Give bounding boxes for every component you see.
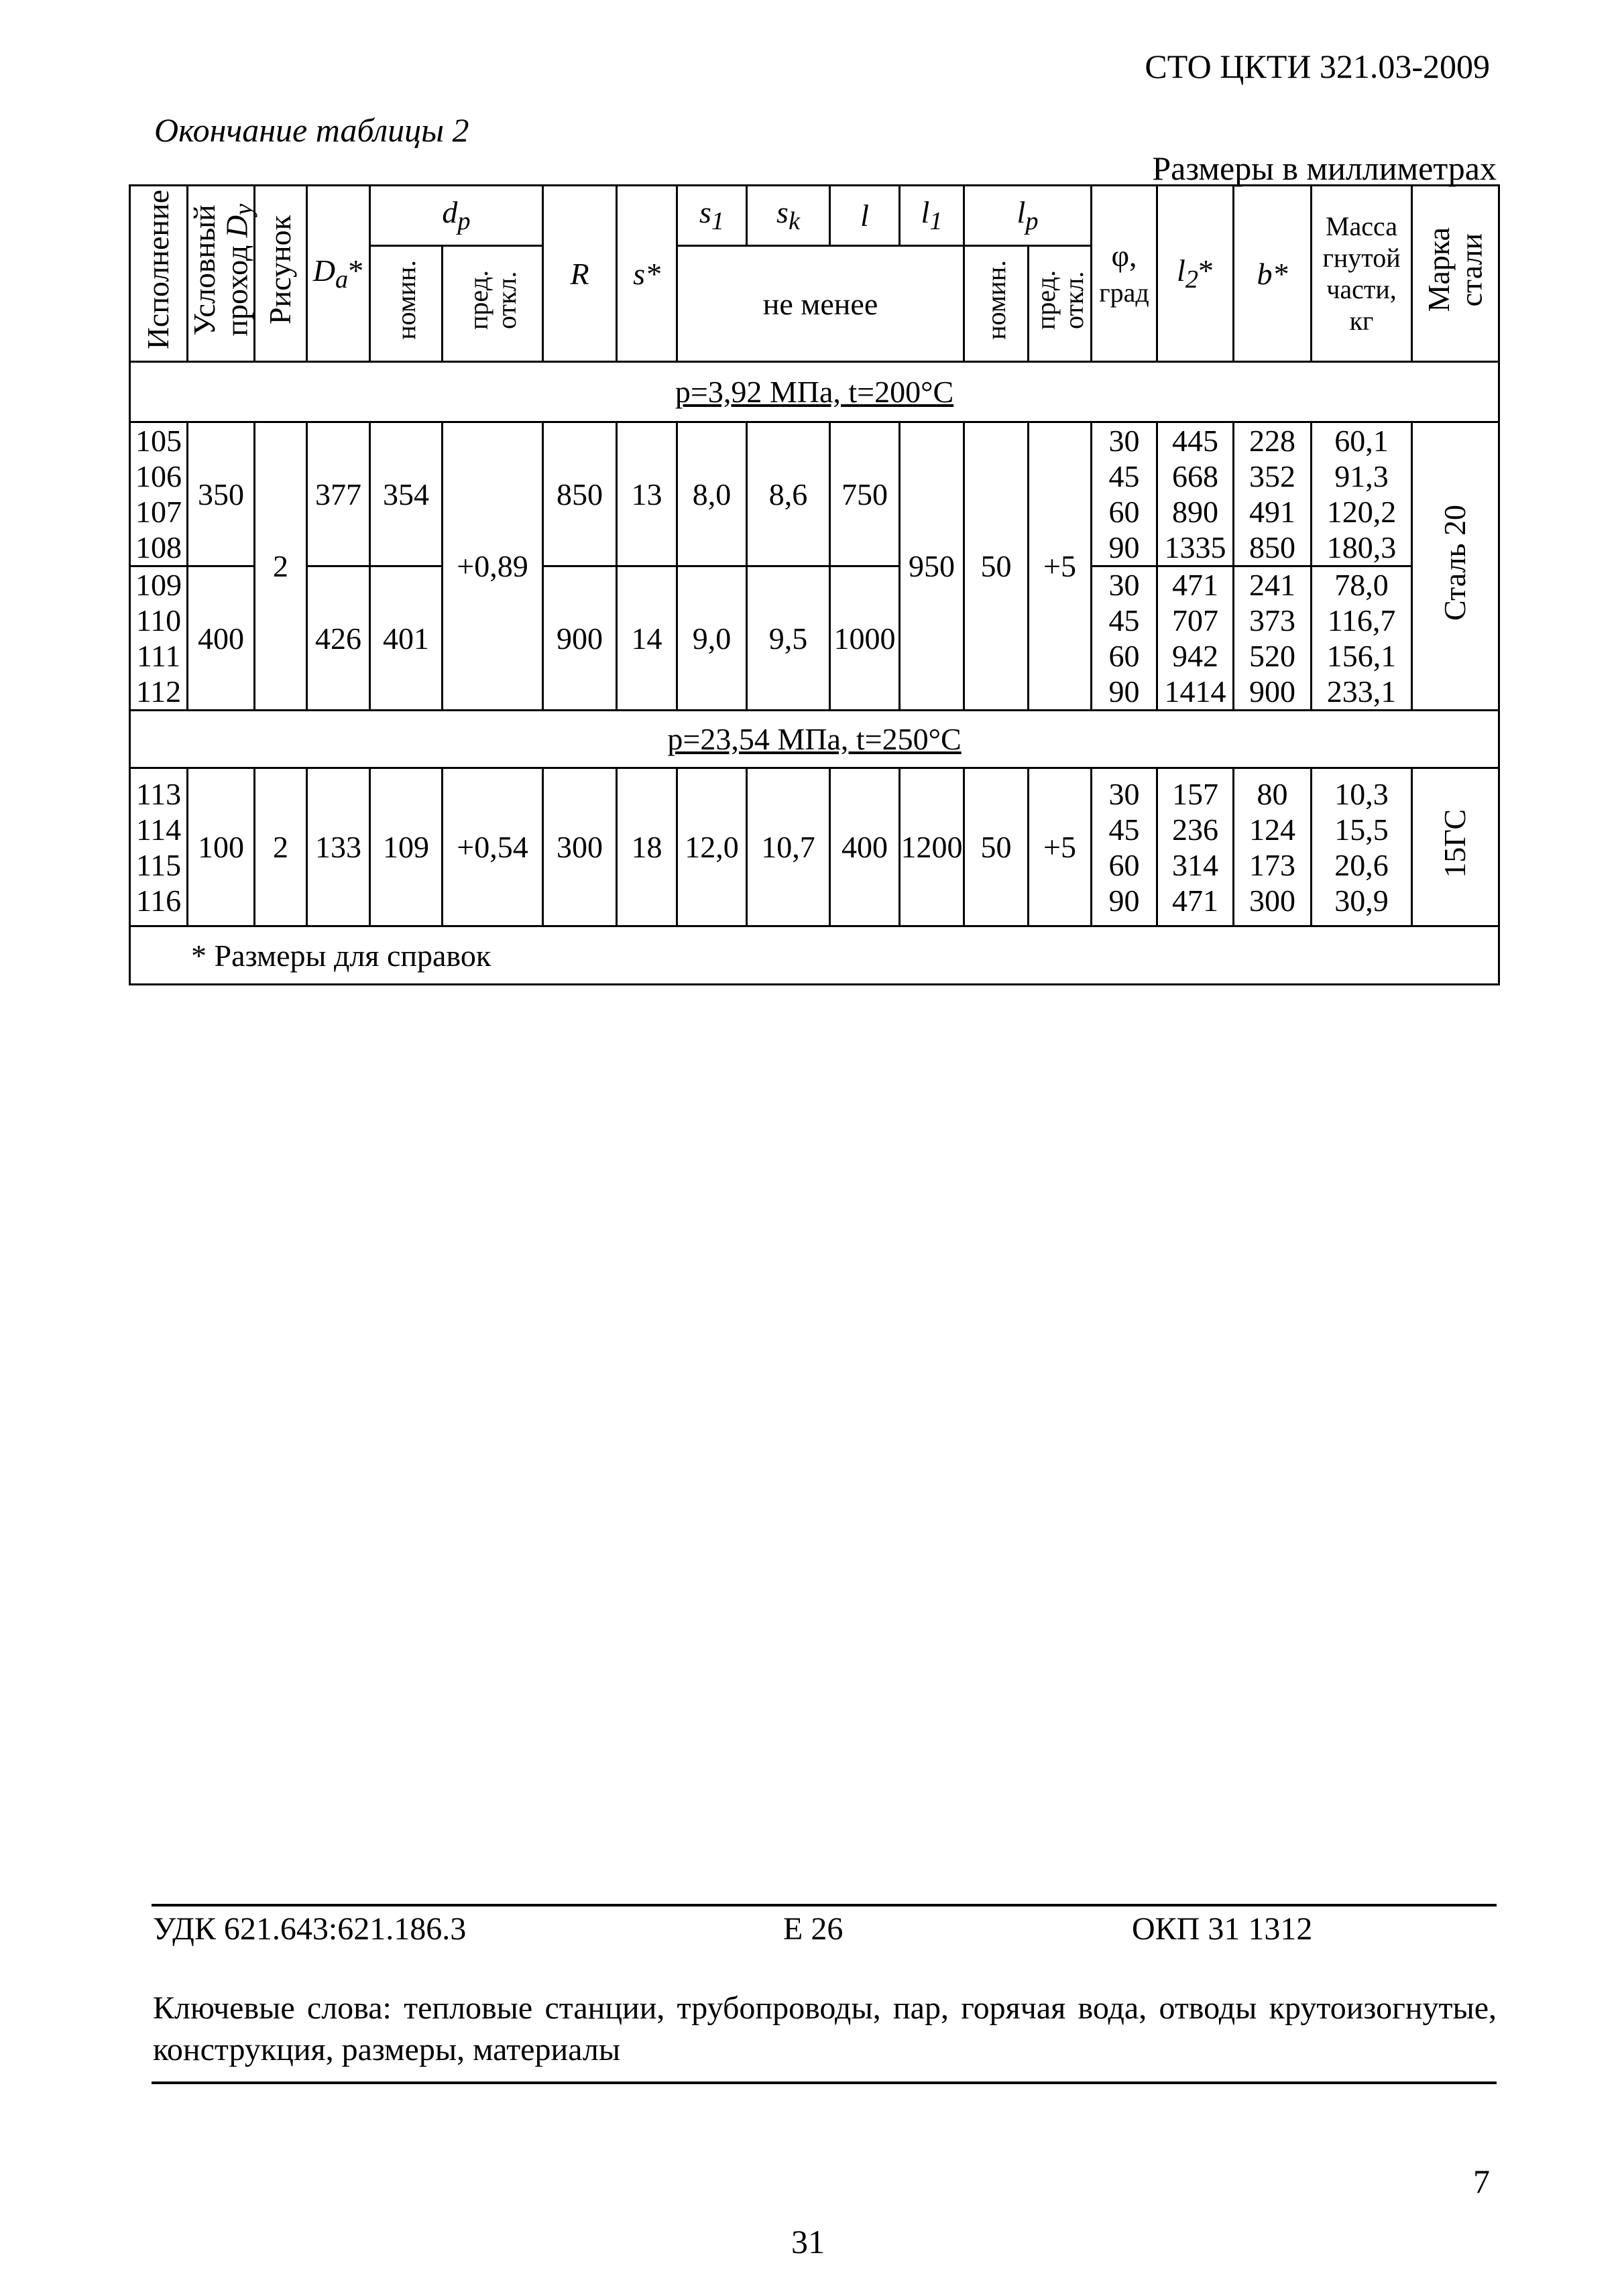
dy-cell: 350 [188,422,255,566]
r-cell: 300 [543,768,617,926]
phi-cell: 30 45 60 90 [1092,768,1157,926]
mass-cell: 60,1 91,3 120,2 180,3 [1312,422,1412,566]
table-row [130,566,1499,711]
col-l: l [830,186,900,246]
okp-code: ОКП 31 1312 [1132,1911,1313,1947]
dimensions-table [129,184,1500,985]
l-cell: 750 [830,422,900,566]
b-cell: 80 124 173 300 [1234,768,1312,926]
col-phi: φ, град [1092,186,1157,362]
col-uslovny-prohod: Условный проход $D_y$ [188,186,255,362]
col-r: R [543,186,617,362]
dp-nom-cell: 354 [370,422,443,566]
units-note: Размеры в миллиметрах [1152,149,1497,187]
col-lp: $l_p$ [964,186,1092,246]
l2-cell: 157 236 314 471 [1157,768,1234,926]
col-b: b* [1234,186,1312,362]
footer-rule-bottom [152,2081,1497,2084]
ids-cell: 105 106 107 108 [130,422,188,566]
col-massa: Масса гнутой части, кг [1312,186,1412,362]
lp-nom-cell: 50 [964,768,1029,926]
col-s1: $s_1$ [677,186,747,246]
l1-cell: 950 [900,422,964,711]
b-cell: 228 352 491 850 [1234,422,1312,566]
section-header: p=23,54 МПа, t=250°C [130,711,1499,768]
s-cell: 18 [617,768,677,926]
col-risunok: Рисунок [255,186,307,362]
da-cell: 426 [307,566,370,711]
da-cell: 133 [307,768,370,926]
col-dp-nomin: номин. [370,246,443,362]
steel-cell: 15ГС [1412,768,1499,926]
lp-tol-cell: +5 [1029,768,1092,926]
col-dp: $d_p$ [370,186,543,246]
s-cell: 14 [617,566,677,711]
risunok-cell: 2 [255,768,307,926]
table-title: Окончание таблицы 2 [154,111,469,149]
col-da: $D_a*$ [307,186,370,362]
keywords: Ключевые слова: тепловые станции, трубопроводы, пар, горячая вода, отводы крутоизогнутые, конструкция, размеры, материалы [153,1990,1497,2067]
l2-cell: 471 707 942 1414 [1157,566,1234,711]
col-s: s* [617,186,677,362]
dp-nom-cell: 109 [370,768,443,926]
col-lp-nomin: номин. [964,246,1029,362]
l2-cell: 445 668 890 1335 [1157,422,1234,566]
steel-cell: Сталь 20 [1412,422,1499,711]
col-ispolnenie: Исполнение [130,186,188,362]
section-header: p=3,92 МПа, t=200°C [130,362,1499,422]
l-cell: 400 [830,768,900,926]
ne-menee-label: не менее [677,246,964,362]
s1-cell: 12,0 [677,768,747,926]
mass-cell: 10,3 15,5 20,6 30,9 [1312,768,1412,926]
lp-nom-cell: 50 [964,422,1029,711]
header-row-1 [130,186,1499,246]
l1-cell: 1200 [900,768,964,926]
e-code: Е 26 [783,1911,844,1947]
sk-cell: 9,5 [747,566,830,711]
col-sk: $s_k$ [747,186,830,246]
l-cell: 1000 [830,566,900,711]
s1-cell: 9,0 [677,566,747,711]
col-l1: $l_1$ [900,186,964,246]
da-cell: 377 [307,422,370,566]
ids-cell: 113 114 115 116 [130,768,188,926]
dy-cell: 100 [188,768,255,926]
footnote: * Размеры для справок [130,926,1499,985]
risunok-cell: 2 [255,422,307,711]
col-dp-pred-otkl: пред. откл. [443,246,543,362]
lp-tol-cell: +5 [1029,422,1092,711]
b-cell: 241 373 520 900 [1234,566,1312,711]
mass-cell: 78,0 116,7 156,1 233,1 [1312,566,1412,711]
col-l2: $l_2*$ [1157,186,1234,362]
ids-cell: 109 110 111 112 [130,566,188,711]
r-cell: 850 [543,422,617,566]
document-code: СТО ЦКТИ 321.03-2009 [1145,48,1490,85]
s1-cell: 8,0 [677,422,747,566]
page-number: 7 [1473,2163,1490,2200]
s-cell: 13 [617,422,677,566]
sk-cell: 8,6 [747,422,830,566]
dp-tol-cell: +0,54 [443,768,543,926]
col-marka: Марка стали [1412,186,1499,362]
sk-cell: 10,7 [747,768,830,926]
dp-tol-cell: +0,89 [443,422,543,711]
table-row [130,768,1499,926]
phi-cell: 30 45 60 90 [1092,566,1157,711]
dy-cell: 400 [188,566,255,711]
sheet-number: 31 [791,2223,825,2260]
footer-rule-top [152,1904,1497,1907]
col-lp-pred-otkl: пред. откл. [1029,246,1092,362]
phi-cell: 30 45 60 90 [1092,422,1157,566]
udk-code: УДК 621.643:621.186.3 [153,1911,467,1947]
dp-nom-cell: 401 [370,566,443,711]
r-cell: 900 [543,566,617,711]
table-row [130,422,1499,566]
footnote-row [130,926,1499,985]
